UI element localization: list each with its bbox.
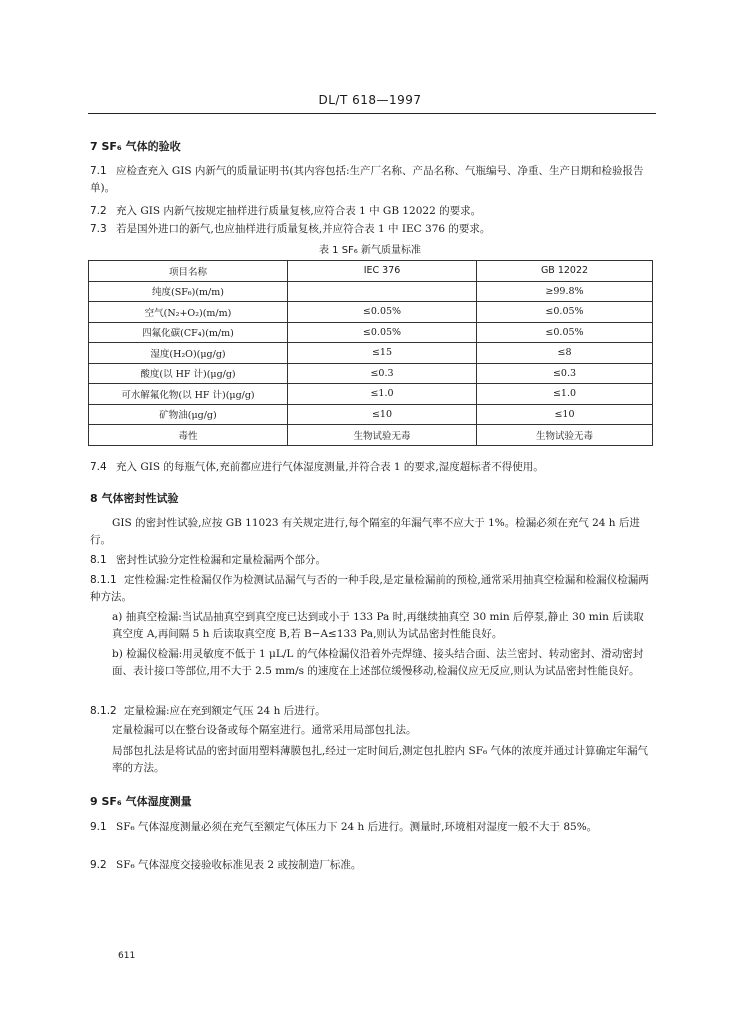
table-header-cell: GB 12022	[477, 261, 653, 282]
table-cell: ≥99.8%	[477, 281, 653, 302]
table-cell: ≤1.0	[477, 384, 653, 405]
table-1-caption: 表 1 SF₆ 新气质量标准	[318, 245, 421, 256]
para-8-item-b: b) 检漏仪检漏:用灵敏度不低于 1 μL/L 的气体检漏仪沿着外壳焊缝、接头结合面、法兰密封、转动密封、滑动密封面、表计接口等部位,用不大于 2.5 mm/s 的速度在上述部位缓慢移动,检漏仪应无反应,则认为试品密封性能良好。	[112, 648, 644, 677]
table-row	[89, 281, 653, 302]
table-cell: 毒性	[89, 425, 288, 446]
para-8-1	[90, 552, 650, 569]
page-number: 611	[118, 951, 136, 961]
table-cell: 酸度(以 HF 计)(μg/g)	[89, 363, 288, 384]
table-cell: ≤0.05%	[477, 302, 653, 323]
table-cell: 生物试验无毒	[288, 425, 477, 446]
table-cell: 矿物油(μg/g)	[89, 404, 288, 425]
sf6-quality-table	[88, 260, 653, 446]
para-9-2	[90, 857, 650, 874]
para-8-intro: GIS 的密封性试验,应按 GB 11023 有关规定进行,每个隔室的年漏气率不应大于 1%。检漏必须在充气 24 h 后进行。	[90, 517, 640, 546]
table-cell: 湿度(H₂O)(μg/g)	[89, 343, 288, 364]
table-cell: ≤8	[477, 343, 653, 364]
section-7-title: 7 SF₆ 气体的验收	[90, 140, 181, 153]
para-8-1-1-number: 8.1.1	[90, 574, 117, 586]
para-7-2-number: 7.2	[90, 205, 107, 217]
table-header-cell: 项目名称	[89, 261, 288, 282]
para-7-4-text: 充入 GIS 的每瓶气体,充前都应进行气体湿度测量,并符合表 1 的要求,湿度超标者不得使用。	[116, 461, 544, 473]
para-8-1-1-text: 定性检漏:定性检漏仅作为检测试品漏气与否的一种手段,是定量检漏前的预检,通常采用抽真空检漏和检漏仪检漏两种方法。	[90, 574, 649, 603]
table-cell: ≤0.05%	[288, 302, 477, 323]
table-row	[89, 302, 653, 323]
table-cell: 纯度(SF₆)(m/m)	[89, 281, 288, 302]
table-cell: ≤1.0	[288, 384, 477, 405]
table-header-row	[89, 261, 653, 282]
table-row	[89, 343, 653, 364]
para-8-1-2-detail: 定量检漏可以在整台设备或每个隔室进行。通常采用局部包扎法。	[112, 724, 417, 736]
para-7-2	[90, 203, 650, 220]
para-7-1	[90, 163, 650, 197]
para-8-1-number: 8.1	[90, 554, 107, 566]
para-9-1	[90, 819, 650, 836]
table-cell: 生物试验无毒	[477, 425, 653, 446]
para-8-1-2-text: 定量检漏:应在充到额定气压 24 h 后进行。	[124, 705, 326, 717]
para-9-1-text: SF₆ 气体湿度测量必须在充气至额定气体压力下 24 h 后进行。测量时,环境相对湿度一般不大于 85%。	[116, 821, 598, 833]
header-rule	[88, 113, 656, 114]
table-row	[89, 363, 653, 384]
para-7-3-number: 7.3	[90, 223, 107, 235]
table-cell: 空气(N₂+O₂)(m/m)	[89, 302, 288, 323]
para-9-1-number: 9.1	[90, 821, 107, 833]
para-7-1-number: 7.1	[90, 165, 107, 177]
para-7-1-text: 应检查充入 GIS 内新气的质量证明书(其内容包括:生产厂名称、产品名称、气瓶编号、净重、生产日期和检验报告单)。	[90, 165, 644, 194]
table-cell	[288, 281, 477, 302]
table-cell: ≤0.05%	[288, 322, 477, 343]
table-row	[89, 404, 653, 425]
para-9-2-number: 9.2	[90, 859, 107, 871]
para-7-4-number: 7.4	[90, 461, 107, 473]
para-7-3-text: 若是国外进口的新气,也应抽样进行质量复核,并应符合表 1 中 IEC 376 的要求。	[116, 223, 491, 235]
table-cell: ≤0.3	[477, 363, 653, 384]
para-7-2-text: 充入 GIS 内新气按规定抽样进行质量复核,应符合表 1 中 GB 12022 的要求。	[116, 205, 482, 217]
para-7-3	[90, 221, 650, 238]
para-8-1-2	[90, 703, 650, 720]
table-row	[89, 425, 653, 446]
para-8-1-text: 密封性试验分定性检漏和定量检漏两个部分。	[116, 554, 326, 566]
section-8-title: 8 气体密封性试验	[90, 492, 179, 505]
table-header-cell: IEC 376	[288, 261, 477, 282]
para-8-1-2-method: 局部包扎法是将试品的密封面用塑料薄膜包扎,经过一定时间后,测定包扎腔内 SF₆ 气体的浓度并通过计算确定年漏气率的方法。	[112, 745, 649, 774]
para-9-2-text: SF₆ 气体湿度交接验收标准见表 2 或按制造厂标准。	[116, 859, 362, 871]
para-8-1-2-number: 8.1.2	[90, 705, 117, 717]
table-cell: 四氟化碳(CF₄)(m/m)	[89, 322, 288, 343]
page-header: DL/T 618—1997	[318, 93, 422, 107]
table-row	[89, 384, 653, 405]
table-cell: ≤15	[288, 343, 477, 364]
table-cell: ≤0.05%	[477, 322, 653, 343]
section-9-title: 9 SF₆ 气体湿度测量	[90, 795, 192, 808]
table-cell: ≤10	[477, 404, 653, 425]
table-cell: ≤10	[288, 404, 477, 425]
para-7-4	[90, 459, 650, 476]
table-cell: 可水解氟化物(以 HF 计)(μg/g)	[89, 384, 288, 405]
para-8-item-a: a) 抽真空检漏:当试品抽真空到真空度已达到或小于 133 Pa 时,再继续抽真空 30 min 后停泵,静止 30 min 后读取真空度 A,再间隔 5 h 后读取真空度 B,若 B−A≤133 Pa,则认为试品密封性能良好。	[112, 611, 644, 640]
table-row	[89, 322, 653, 343]
table-cell: ≤0.3	[288, 363, 477, 384]
para-8-1-1	[90, 572, 650, 606]
